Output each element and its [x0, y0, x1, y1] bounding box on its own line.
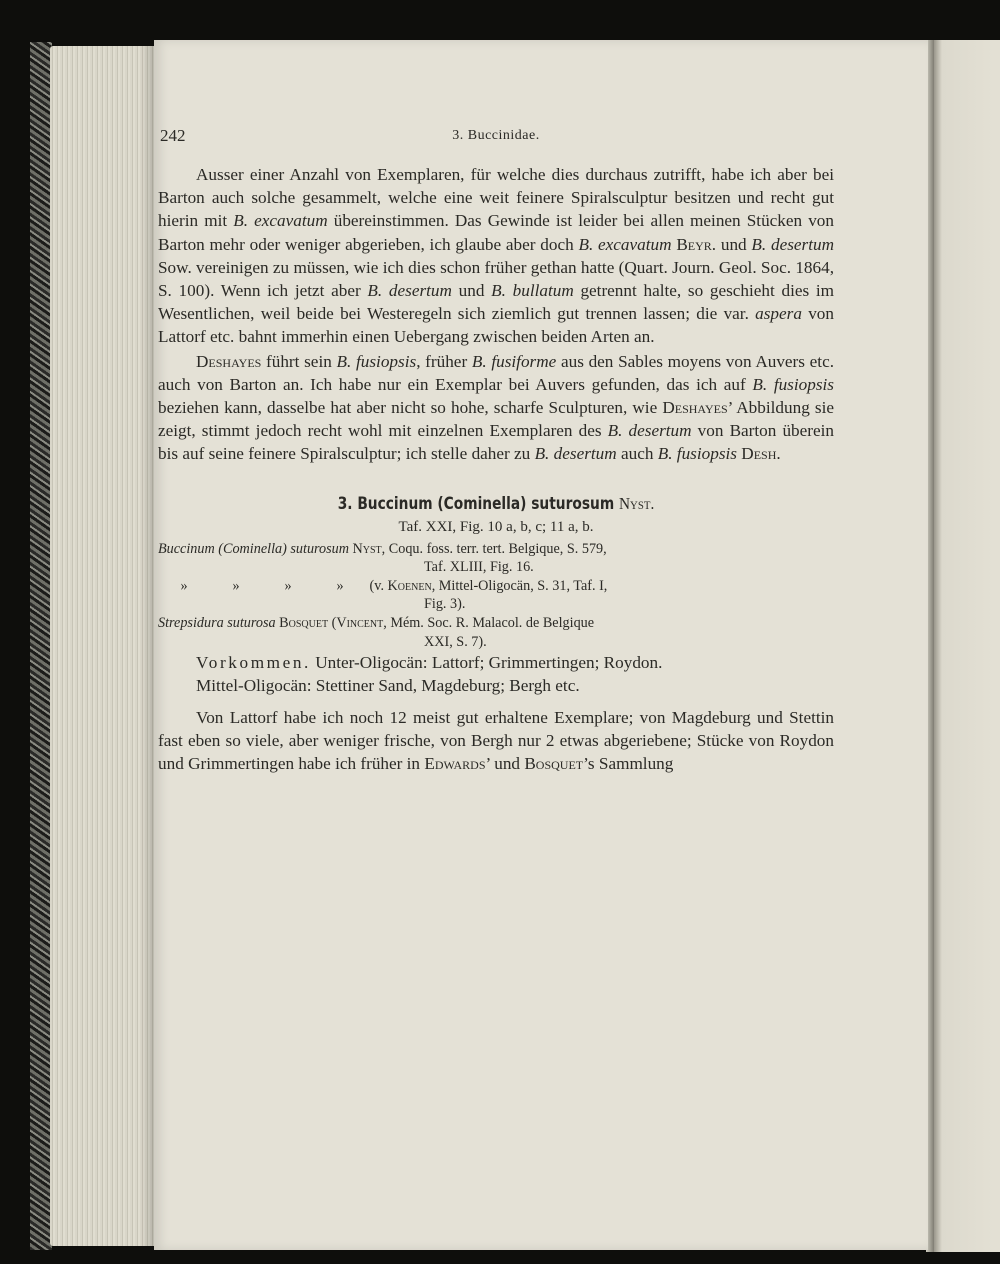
- taxon-name: B. desertum: [534, 444, 617, 464]
- taxon-name: B. desertum: [367, 281, 452, 301]
- book-cover-edge: [30, 42, 52, 1250]
- species-author: Nyst.: [618, 493, 655, 513]
- page-header: [160, 126, 832, 156]
- author-name: Deshayes: [662, 398, 728, 418]
- taxon-name: B. excavatum: [578, 234, 672, 254]
- author-name: Deshayes: [196, 351, 262, 371]
- taxon-name: B. fusiforme: [471, 351, 557, 371]
- variety-name: aspera: [755, 304, 802, 324]
- synonymy-continuation: Fig. 3).: [424, 596, 466, 613]
- plate-reference: Taf. XXI, Fig. 10 a, b, c; 11 a, b.: [398, 518, 594, 535]
- page-body: [158, 163, 834, 775]
- species-heading: 3. Buccinum (Cominella) suturosum Nyst.: [337, 493, 655, 514]
- taxon-name: B. desertum: [751, 234, 835, 254]
- synonymy-entry: Buccinum (Cominella) suturosum Nyst, Coqu. foss. terr. tert. Belgique, S. 579,: [158, 540, 607, 557]
- taxon-name: B. desertum: [607, 421, 692, 441]
- synonymy-list: [158, 540, 834, 652]
- taxon-name: B. fusiopsis: [657, 444, 737, 464]
- author-name: Bosquet: [524, 754, 584, 774]
- paragraph-3: Von Lattorf habe ich noch 12 meist gut erhaltene Exemplare; von Magdeburg und Stettin fast eben so viele, aber weniger frische, von Bergh nur 2 etwas abgeriebene; Stücke von Roydon und Grimmertingen habe ich früher in Edwards’ und Bosquet’s Sammlung: [158, 707, 834, 774]
- facing-page-edge: [934, 40, 1000, 1252]
- paragraph-2: Deshayes führt sein B. fusiopsis, früher B. fusiforme aus den Sables moyens von Auvers etc. auch von Barton an. Ich habe nur ein Exemplar bei Auvers gefunden, das ich auf B. fusiopsis beziehen kann, dasselbe hat aber nicht so hohe, scharfe Sculpturen, wie Deshayes’ Abbildung sie zeigt, stimmt jedoch recht wohl mit einzelnen Exemplaren des B. desertum von Barton überein bis auf seine feinere Spiralsculptur; ich stelle daher zu B. desertum auch B. fusiopsis Desh.: [158, 351, 834, 464]
- paragraph-1: Ausser einer Anzahl von Exemplaren, für welche dies durchaus zutrifft, habe ich aber bei Barton auch solche gesammelt, welche eine weit feinere Spiralsculptur besitzen und recht gut hierin mit B. excavatum übereinstimmen. Das Gewinde ist leider bei allen meinen Stücken von Barton mehr oder weniger abgerieben, ich glaube aber doch B. excavatum Beyr. und B. desertum Sow. vereinigen zu müssen, wie ich dies schon früher gethan hatte (Quart. Journ. Geol. Soc. 1864, S. 100). Wenn ich jetzt aber B. desertum und B. bullatum getrennt halte, so geschieht dies im Wesentlichen, weil beide bei Westeregeln sich ziemlich gut trennen lassen; die var. aspera von Lattorf etc. bahnt immerhin einen Uebergang zwischen beiden Arten an.: [158, 165, 835, 347]
- author-name: Beyr.: [676, 234, 717, 254]
- occurrence-paragraph: Vorkommen. Unter-Oligocän: Lattorf; Grimmertingen; Roydon.: [196, 653, 663, 673]
- author-name: Edwards: [424, 754, 486, 774]
- taxon-name: B. fusiopsis: [752, 374, 834, 394]
- synonymy-continuation: Taf. XLIII, Fig. 16.: [424, 559, 534, 576]
- synonymy-continuation: XXI, S. 7).: [424, 633, 487, 650]
- occurrence-line-2: Mittel-Oligocän: Stettiner Sand, Magdeburg; Bergh etc.: [196, 676, 580, 696]
- occurrence-label: Vorkommen.: [196, 653, 311, 673]
- taxon-name: B. fusiopsis: [336, 351, 417, 371]
- running-head: 3. Buccinidae.: [452, 128, 540, 143]
- taxon-name: B. excavatum: [233, 211, 328, 231]
- page-number: 242: [160, 126, 186, 145]
- author-name: Desh.: [741, 444, 781, 464]
- page-stack: [50, 46, 154, 1246]
- synonymy-entry: » » » » (v. Koenen, Mittel-Oligocän, S. 31, Taf. I,: [180, 577, 608, 594]
- synonymy-entry: Strepsidura suturosa Bosquet (Vincent, Mém. Soc. R. Malacol. de Belgique: [158, 615, 595, 632]
- taxon-name: B. bullatum: [491, 281, 574, 301]
